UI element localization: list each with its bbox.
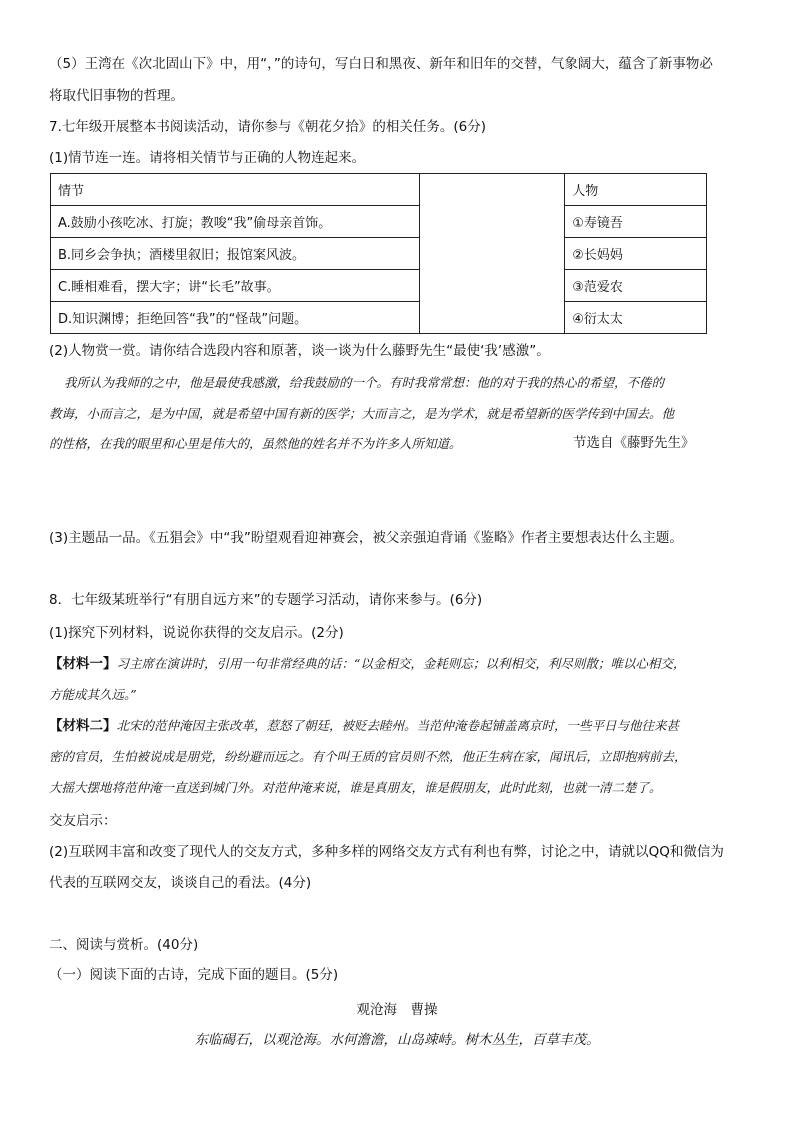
poem-line: 东临碣石，以观沧海。水何澹澹，山岛竦峙。树木丛生，百草丰茂。: [194, 1032, 600, 1048]
table-row: [51, 238, 707, 270]
q8-part2-line1: (2)互联网丰富和改变了现代人的交友方式，多种多样的网络交友方式有利也有弊，讨论之中，请就以QQ和微信为: [49, 844, 724, 860]
matching-table: [50, 173, 707, 334]
q6-5-line1: （5）王湾在《次北固山下》中，用“，”的诗句，写白日和黑夜、新年和旧年的交替，气象阔大，蕴含了新事物必: [49, 56, 713, 72]
poem-title: 观沧海 曹操: [356, 1002, 438, 1018]
material-1-line2: 方能成其久远。”: [49, 687, 137, 702]
table-row: [51, 302, 707, 334]
plot-header: 情节: [51, 174, 420, 206]
excerpt-line: 的性格，在我的眼里和心里是伟大的，虽然他的姓名并不为许多人所知道。: [49, 436, 462, 451]
matching-area[interactable]: [420, 174, 565, 334]
table-row: [51, 174, 707, 206]
character-item: ①寿镜吾: [565, 206, 707, 238]
character-item: ②长妈妈: [565, 238, 707, 270]
excerpt-source: 节选自《藤野先生》: [573, 435, 695, 451]
q7-part1: (1)情节连一连。请将相关情节与正确的人物连起来。: [49, 150, 366, 166]
table-row: [51, 206, 707, 238]
material-2-text: 北宋的范仲淹因主张改革，惹怒了朝廷，被贬去睦州。当范仲淹卷起铺盖离京时，一些平日与他往来甚: [116, 718, 680, 733]
material-1-line1: [49, 655, 685, 673]
q8-title: 8．七年级某班举行“有朋自远方来”的专题学习活动，请你来参与。(6分): [49, 592, 483, 608]
plot-item: D.知识渊博；拒绝回答“我”的“怪哉”问题。: [51, 302, 420, 334]
q8-part2-line2: 代表的互联网交友，谈谈自己的看法。(4分): [49, 875, 312, 891]
excerpt-line: 教诲，小而言之，是为中国，就是希望中国有新的医学；大而言之，是为学术，就是希望新的医学传到中国去。他: [49, 406, 675, 421]
q7-part2: (2)人物赏一赏。请你结合选段内容和原著，谈一谈为什么藤野先生“最使‘我’感激”。: [49, 343, 550, 359]
character-item: ④衍太太: [565, 302, 707, 334]
material-2-label: 【材料二】: [49, 718, 117, 734]
section2-sub1: （一）阅读下面的古诗，完成下面的题目。(5分): [49, 967, 339, 983]
insight-label: 交友启示：: [49, 813, 117, 829]
section2-title: 二、阅读与赏析。(40分): [49, 937, 199, 953]
q7-part3: (3)主题品一品。《五猖会》中“我”盼望观看迎神赛会，被父亲强迫背诵《鉴略》作者主要想表达什么主题。: [49, 530, 683, 546]
material-2-line3: 大摇大摆地将范仲淹一直送到城门外。对范仲淹来说，谁是真朋友，谁是假朋友，此时此刻，也就一清二楚了。: [49, 780, 662, 795]
character-item: ③范爱农: [565, 270, 707, 302]
material-2-line1: [49, 717, 679, 735]
q7-title: 7.七年级开展整本书阅读活动，请你参与《朝花夕拾》的相关任务。(6分): [49, 119, 487, 135]
character-header: 人物: [565, 174, 707, 206]
plot-item: A.鼓励小孩吃冰、打旋；教唆“我”偷母亲首饰。: [51, 206, 420, 238]
plot-item: C.睡相难看，摆大字；讲“长毛”故事。: [51, 270, 420, 302]
material-1-label: 【材料一】: [49, 656, 117, 672]
plot-item: B.同乡会争执；酒楼里叙旧；报馆案风波。: [51, 238, 420, 270]
q8-part1: (1)探究下列材料，说说你获得的交友启示。(2分): [49, 625, 344, 641]
excerpt-line: 我所认为我师的之中，他是最使我感激，给我鼓励的一个。有时我常常想：他的对于我的热心的希望，不倦的: [64, 375, 665, 390]
q6-5-line2: 将取代旧事物的哲理。: [49, 88, 184, 104]
material-1-text: 习主席在演讲时，引用一句非常经典的话：“以金相交，金耗则忘；以利相交，利尽则散；唯以心相交，: [116, 656, 686, 671]
table-row: [51, 270, 707, 302]
material-2-line2: 密的官员，生怕被说成是朋党，纷纷避而远之。有个叫王质的官员则不然，他正生病在家，闻讯后，立即抱病前去，: [49, 749, 687, 764]
